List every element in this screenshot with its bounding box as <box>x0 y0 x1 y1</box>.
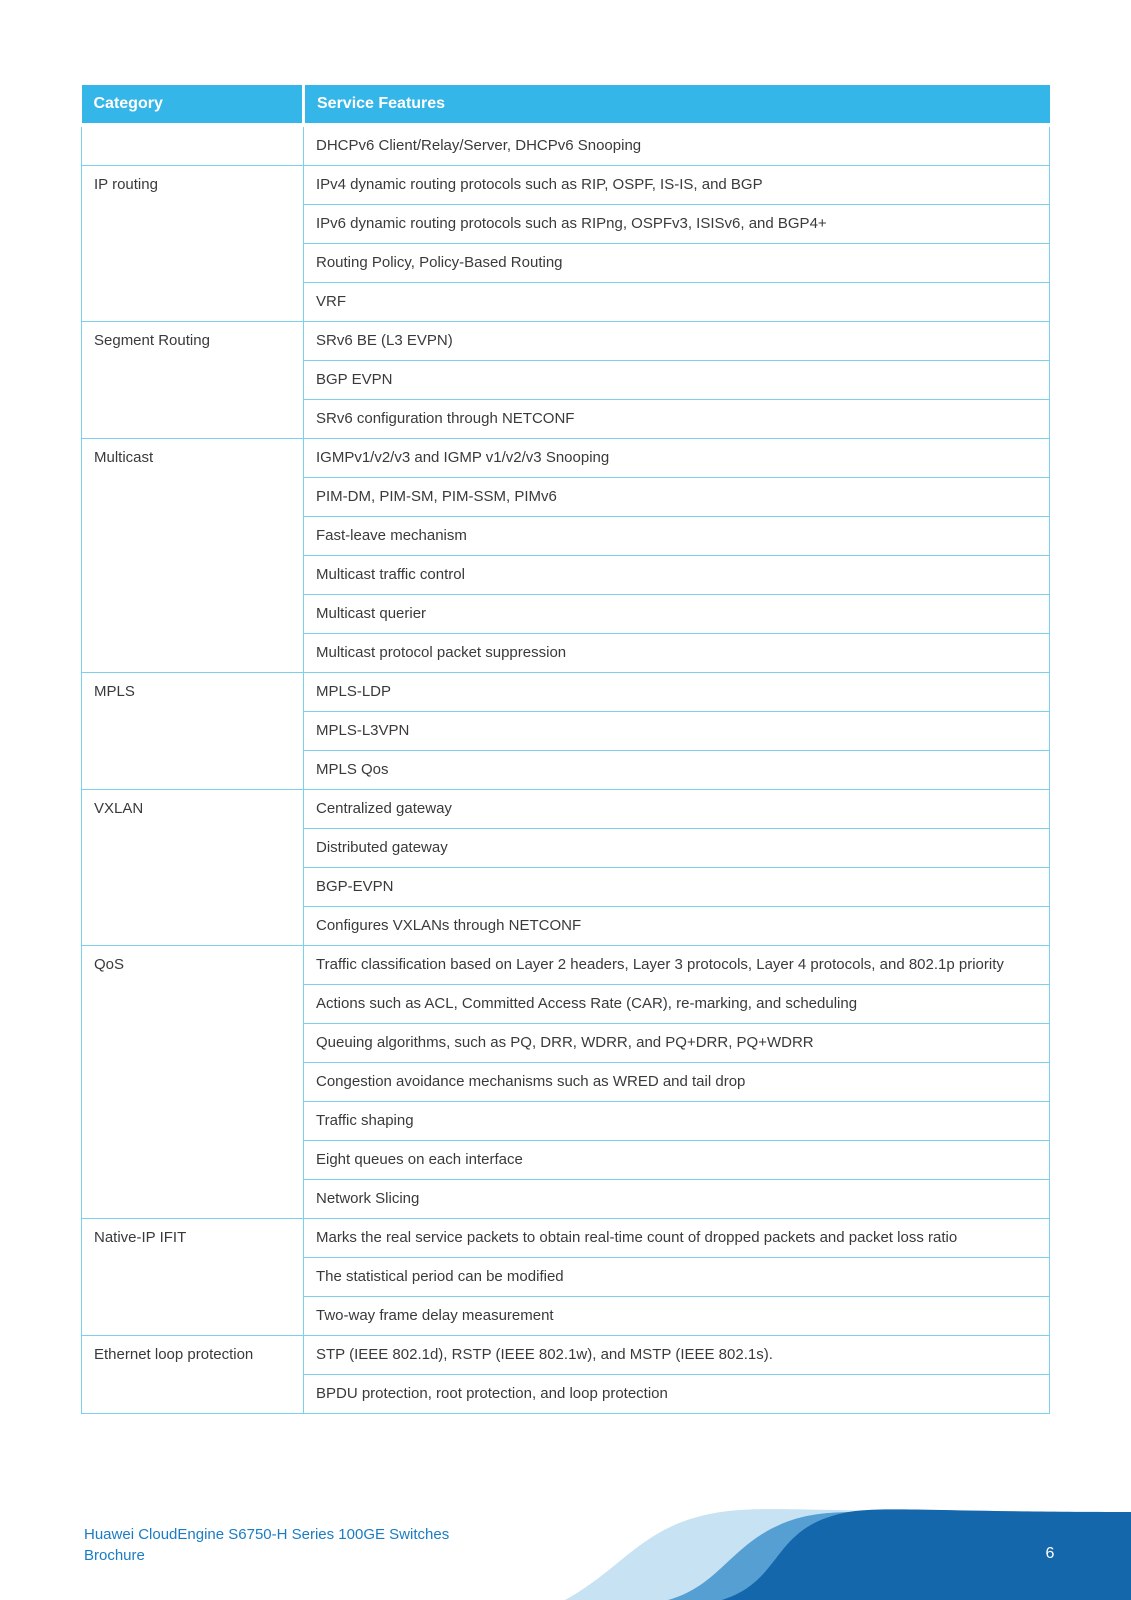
feature-cell: Two-way frame delay measurement <box>304 1297 1050 1336</box>
table-row <box>82 946 1050 985</box>
table-row <box>82 166 1050 205</box>
table-row <box>82 125 1050 166</box>
page-number: 6 <box>1045 1545 1055 1562</box>
category-cell <box>82 125 304 166</box>
table-row <box>82 439 1050 478</box>
table-row <box>82 790 1050 829</box>
feature-cell: Marks the real service packets to obtain real-time count of dropped packets and packet loss ratio <box>304 1219 1050 1258</box>
category-cell: Ethernet loop protection <box>82 1336 304 1414</box>
feature-cell: Multicast querier <box>304 595 1050 634</box>
feature-cell: PIM-DM, PIM-SM, PIM-SSM, PIMv6 <box>304 478 1050 517</box>
table-header-row <box>82 85 1050 125</box>
table-row <box>82 1336 1050 1375</box>
feature-cell: SRv6 BE (L3 EVPN) <box>304 322 1050 361</box>
feature-cell: Traffic shaping <box>304 1102 1050 1141</box>
table-row <box>82 673 1050 712</box>
column-header-service-features: Service Features <box>304 85 1050 125</box>
feature-cell: Multicast traffic control <box>304 556 1050 595</box>
table-row <box>82 322 1050 361</box>
feature-cell: Queuing algorithms, such as PQ, DRR, WDRR, and PQ+DRR, PQ+WDRR <box>304 1024 1050 1063</box>
feature-cell: Actions such as ACL, Committed Access Rate (CAR), re-marking, and scheduling <box>304 985 1050 1024</box>
feature-cell: VRF <box>304 283 1050 322</box>
feature-cell: IGMPv1/v2/v3 and IGMP v1/v2/v3 Snooping <box>304 439 1050 478</box>
feature-cell: BPDU protection, root protection, and loop protection <box>304 1375 1050 1414</box>
feature-cell: MPLS-L3VPN <box>304 712 1050 751</box>
category-cell: Multicast <box>82 439 304 673</box>
feature-cell: Centralized gateway <box>304 790 1050 829</box>
feature-cell: Distributed gateway <box>304 829 1050 868</box>
feature-cell: Eight queues on each interface <box>304 1141 1050 1180</box>
feature-cell: IPv4 dynamic routing protocols such as RIP, OSPF, IS-IS, and BGP <box>304 166 1050 205</box>
feature-cell: SRv6 configuration through NETCONF <box>304 400 1050 439</box>
feature-cell: DHCPv6 Client/Relay/Server, DHCPv6 Snooping <box>304 125 1050 166</box>
category-cell: IP routing <box>82 166 304 322</box>
feature-cell: Congestion avoidance mechanisms such as WRED and tail drop <box>304 1063 1050 1102</box>
feature-cell: Configures VXLANs through NETCONF <box>304 907 1050 946</box>
footer-wave-graphic <box>0 1500 1131 1600</box>
footer-doc-title-line2: Brochure <box>84 1547 145 1564</box>
category-cell: QoS <box>82 946 304 1219</box>
category-cell: Native-IP IFIT <box>82 1219 304 1336</box>
category-cell: VXLAN <box>82 790 304 946</box>
category-cell: Segment Routing <box>82 322 304 439</box>
feature-cell: IPv6 dynamic routing protocols such as RIPng, OSPFv3, ISISv6, and BGP4+ <box>304 205 1050 244</box>
feature-cell: The statistical period can be modified <box>304 1258 1050 1297</box>
feature-cell: STP (IEEE 802.1d), RSTP (IEEE 802.1w), and MSTP (IEEE 802.1s). <box>304 1336 1050 1375</box>
feature-cell: Multicast protocol packet suppression <box>304 634 1050 673</box>
column-header-category: Category <box>82 85 304 125</box>
feature-cell: BGP-EVPN <box>304 868 1050 907</box>
feature-cell: Routing Policy, Policy-Based Routing <box>304 244 1050 283</box>
feature-cell: Traffic classification based on Layer 2 headers, Layer 3 protocols, Layer 4 protocols, and 802.1p priority <box>304 946 1050 985</box>
table-row <box>82 1219 1050 1258</box>
feature-cell: MPLS Qos <box>304 751 1050 790</box>
feature-cell: BGP EVPN <box>304 361 1050 400</box>
feature-cell: Network Slicing <box>304 1180 1050 1219</box>
footer-doc-title-line1: Huawei CloudEngine S6750-H Series 100GE Switches <box>84 1526 450 1543</box>
feature-cell: MPLS-LDP <box>304 673 1050 712</box>
service-features-table <box>81 85 1050 1414</box>
feature-cell: Fast-leave mechanism <box>304 517 1050 556</box>
category-cell: MPLS <box>82 673 304 790</box>
